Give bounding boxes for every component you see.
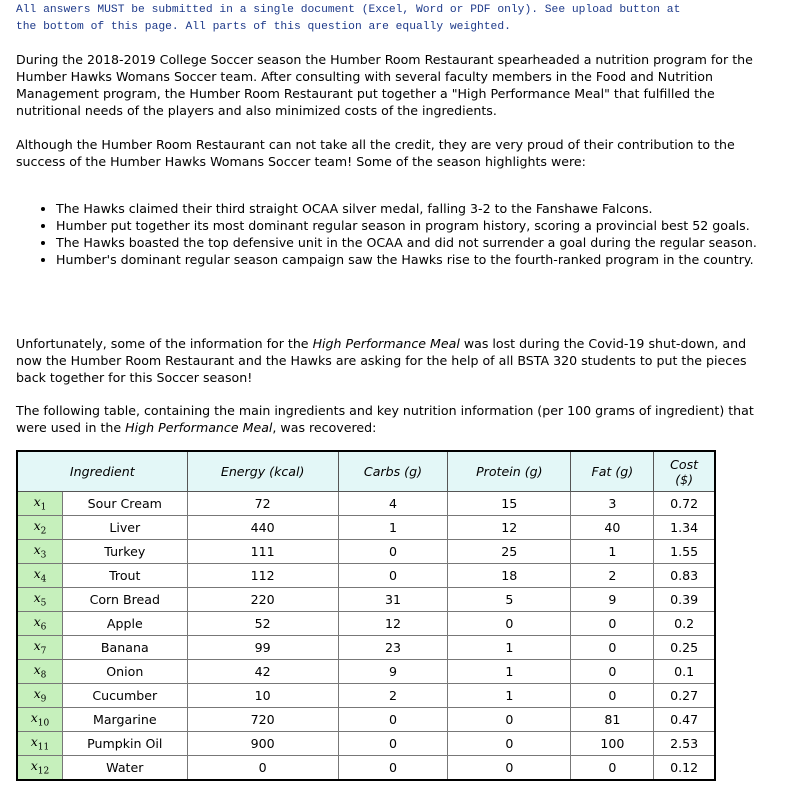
protein-cell: 0 bbox=[448, 756, 571, 781]
table-row bbox=[17, 732, 715, 756]
energy-cell: 72 bbox=[187, 492, 338, 516]
variable-cell: $x_{10}$ bbox=[17, 708, 63, 732]
carbs-cell: 9 bbox=[338, 660, 448, 684]
ingredient-cell: Cucumber bbox=[63, 684, 188, 708]
header-carbs: Carbs (g) bbox=[338, 451, 448, 492]
ingredient-table bbox=[16, 450, 716, 781]
meal-name-emphasis: High Performance Meal bbox=[125, 420, 273, 435]
energy-cell: 10 bbox=[187, 684, 338, 708]
intro-paragraph: During the 2018-2019 College Soccer season the Humber Room Restaurant spearheaded a nutrition program for the Humber Hawks Womans Soccer team. After consulting with several faculty members in the Food and Nutrition Management program, the Humber Room Restaurant put together a "High Performance Meal" that fulfilled the nutritional needs of the players and also minimized costs of the ingredients. bbox=[16, 52, 753, 118]
fat-cell: 0 bbox=[571, 684, 654, 708]
variable-cell: $x_8$ bbox=[17, 660, 63, 684]
energy-cell: 99 bbox=[187, 636, 338, 660]
ingredient-cell: Apple bbox=[63, 612, 188, 636]
table-row bbox=[17, 540, 715, 564]
lost-info-paragraph: Unfortunately, some of the information for the High Performance Meal was lost during the Covid-19 shut-down, and now the Humber Room Restaurant and the Hawks are asking for the help of all BSTA 320 students to put the pieces back together for this Soccer season! bbox=[16, 336, 747, 385]
carbs-cell: 0 bbox=[338, 708, 448, 732]
table-row bbox=[17, 756, 715, 781]
protein-cell: 1 bbox=[448, 660, 571, 684]
protein-cell: 12 bbox=[448, 516, 571, 540]
variable-cell: $x_{12}$ bbox=[17, 756, 63, 781]
credit-paragraph: Although the Humber Room Restaurant can not take all the credit, they are very proud of their contribution to the success of the Humber Hawks Womans Soccer team! Some of the season highlights were: bbox=[16, 137, 735, 169]
variable-cell: $x_3$ bbox=[17, 540, 63, 564]
table-row bbox=[17, 588, 715, 612]
carbs-cell: 0 bbox=[338, 564, 448, 588]
notice-line-2: the bottom of this page. All parts of this question are equally weighted. bbox=[16, 21, 511, 33]
carbs-cell: 0 bbox=[338, 540, 448, 564]
carbs-cell: 23 bbox=[338, 636, 448, 660]
cost-cell: 0.47 bbox=[654, 708, 715, 732]
variable-cell: $x_4$ bbox=[17, 564, 63, 588]
cost-cell: 0.12 bbox=[654, 756, 715, 781]
highlight-item: • Humber's dominant regular season campaign saw the Hawks rise to the fourth-ranked program in the country. bbox=[56, 251, 776, 268]
fat-cell: 9 bbox=[571, 588, 654, 612]
cost-cell: 0.27 bbox=[654, 684, 715, 708]
highlight-item: • The Hawks boasted the top defensive unit in the OCAA and did not surrender a goal during the regular season. bbox=[56, 234, 776, 251]
table-row bbox=[17, 660, 715, 684]
variable-cell: $x_5$ bbox=[17, 588, 63, 612]
highlight-item: • The Hawks claimed their third straight OCAA silver medal, falling 3-2 to the Fanshawe Falcons. bbox=[56, 200, 776, 217]
energy-cell: 440 bbox=[187, 516, 338, 540]
fat-cell: 0 bbox=[571, 756, 654, 781]
ingredient-cell: Water bbox=[63, 756, 188, 781]
energy-cell: 720 bbox=[187, 708, 338, 732]
fat-cell: 3 bbox=[571, 492, 654, 516]
fat-cell: 0 bbox=[571, 612, 654, 636]
header-protein: Protein (g) bbox=[448, 451, 571, 492]
ingredient-cell: Sour Cream bbox=[63, 492, 188, 516]
table-row bbox=[17, 636, 715, 660]
ingredient-cell: Trout bbox=[63, 564, 188, 588]
ingredient-cell: Onion bbox=[63, 660, 188, 684]
cost-cell: 0.39 bbox=[654, 588, 715, 612]
table-row bbox=[17, 708, 715, 732]
cost-cell: 0.25 bbox=[654, 636, 715, 660]
carbs-cell: 1 bbox=[338, 516, 448, 540]
fat-cell: 100 bbox=[571, 732, 654, 756]
variable-cell: $x_7$ bbox=[17, 636, 63, 660]
table-row bbox=[17, 684, 715, 708]
cost-cell: 0.2 bbox=[654, 612, 715, 636]
ingredient-cell: Pumpkin Oil bbox=[63, 732, 188, 756]
ingredient-cell: Banana bbox=[63, 636, 188, 660]
protein-cell: 1 bbox=[448, 684, 571, 708]
protein-cell: 18 bbox=[448, 564, 571, 588]
protein-cell: 0 bbox=[448, 732, 571, 756]
variable-cell: $x_1$ bbox=[17, 492, 63, 516]
season-highlights bbox=[16, 200, 776, 268]
carbs-cell: 0 bbox=[338, 732, 448, 756]
highlight-item: • Humber put together its most dominant regular season in program history, scoring a provincial best 52 goals. bbox=[56, 217, 776, 234]
energy-cell: 52 bbox=[187, 612, 338, 636]
carbs-cell: 4 bbox=[338, 492, 448, 516]
meal-name-emphasis: High Performance Meal bbox=[312, 336, 460, 351]
table-intro-paragraph: The following table, containing the main ingredients and key nutrition information (per 100 grams of ingredient) that were used in the High Performance Meal, was recovered: bbox=[16, 403, 754, 435]
cost-cell: 2.53 bbox=[654, 732, 715, 756]
ingredient-cell: Margarine bbox=[63, 708, 188, 732]
table-row bbox=[17, 612, 715, 636]
energy-cell: 42 bbox=[187, 660, 338, 684]
protein-cell: 15 bbox=[448, 492, 571, 516]
protein-cell: 1 bbox=[448, 636, 571, 660]
fat-cell: 81 bbox=[571, 708, 654, 732]
header-energy: Energy (kcal) bbox=[187, 451, 338, 492]
protein-cell: 5 bbox=[448, 588, 571, 612]
ingredient-cell: Liver bbox=[63, 516, 188, 540]
fat-cell: 0 bbox=[571, 636, 654, 660]
protein-cell: 0 bbox=[448, 708, 571, 732]
energy-cell: 112 bbox=[187, 564, 338, 588]
energy-cell: 220 bbox=[187, 588, 338, 612]
variable-cell: $x_9$ bbox=[17, 684, 63, 708]
carbs-cell: 12 bbox=[338, 612, 448, 636]
variable-cell: $x_{11}$ bbox=[17, 732, 63, 756]
cost-cell: 1.34 bbox=[654, 516, 715, 540]
cost-cell: 1.55 bbox=[654, 540, 715, 564]
protein-cell: 25 bbox=[448, 540, 571, 564]
table-header-row bbox=[17, 451, 715, 492]
carbs-cell: 2 bbox=[338, 684, 448, 708]
table-row bbox=[17, 492, 715, 516]
protein-cell: 0 bbox=[448, 612, 571, 636]
header-fat: Fat (g) bbox=[571, 451, 654, 492]
fat-cell: 40 bbox=[571, 516, 654, 540]
energy-cell: 111 bbox=[187, 540, 338, 564]
energy-cell: 900 bbox=[187, 732, 338, 756]
variable-cell: $x_2$ bbox=[17, 516, 63, 540]
cost-cell: 0.83 bbox=[654, 564, 715, 588]
header-cost: Cost ($) bbox=[654, 451, 715, 492]
cost-cell: 0.1 bbox=[654, 660, 715, 684]
table-row bbox=[17, 516, 715, 540]
ingredient-cell: Turkey bbox=[63, 540, 188, 564]
variable-cell: $x_6$ bbox=[17, 612, 63, 636]
table-body bbox=[17, 492, 715, 781]
cost-cell: 0.72 bbox=[654, 492, 715, 516]
header-ingredient: Ingredient bbox=[17, 451, 187, 492]
fat-cell: 1 bbox=[571, 540, 654, 564]
submission-notice bbox=[16, 2, 776, 36]
ingredient-cell: Corn Bread bbox=[63, 588, 188, 612]
fat-cell: 2 bbox=[571, 564, 654, 588]
fat-cell: 0 bbox=[571, 660, 654, 684]
notice-line-1: All answers MUST be submitted in a single document (Excel, Word or PDF only). See upload button at bbox=[16, 4, 681, 16]
table-row bbox=[17, 564, 715, 588]
energy-cell: 0 bbox=[187, 756, 338, 781]
carbs-cell: 0 bbox=[338, 756, 448, 781]
carbs-cell: 31 bbox=[338, 588, 448, 612]
